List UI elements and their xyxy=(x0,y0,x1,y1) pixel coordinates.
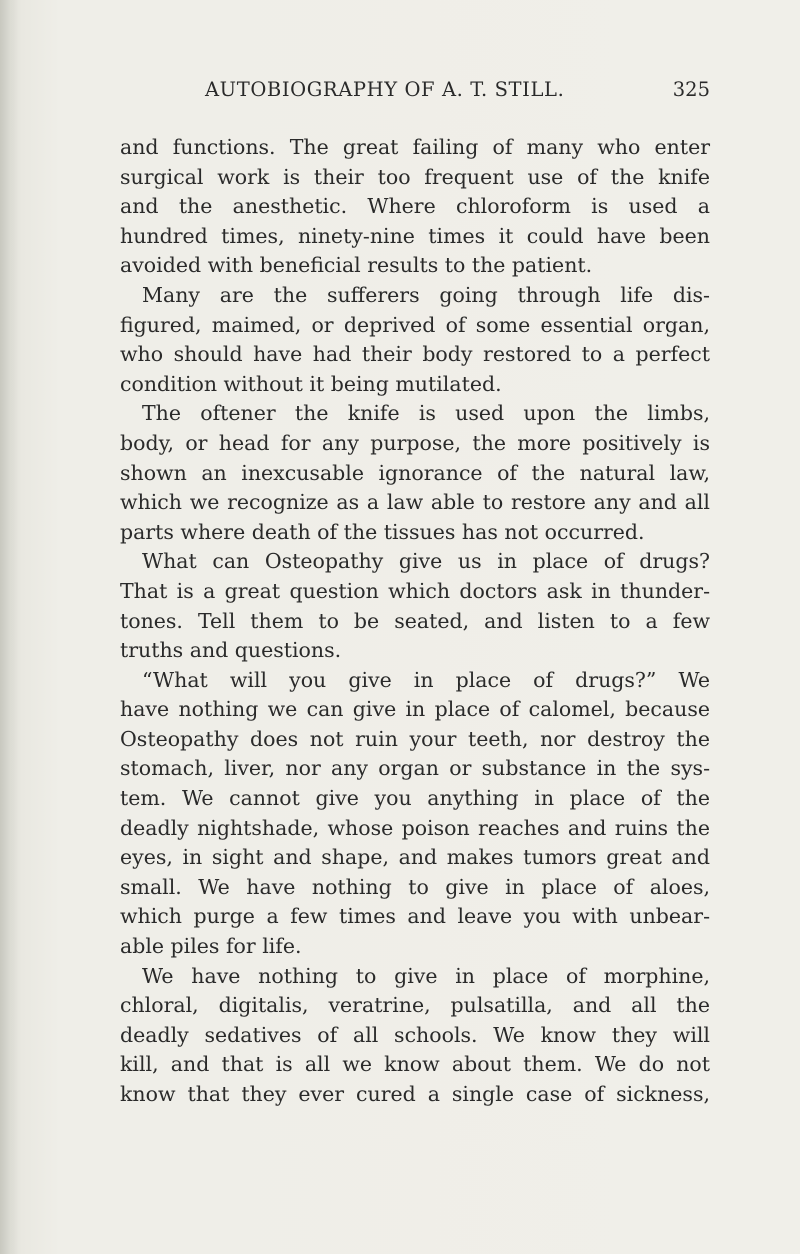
text-line: The oftener the knife is used upon the limbs, xyxy=(142,401,710,426)
body-text xyxy=(120,133,710,1110)
text-line: surgical work is their too frequent use of the knife xyxy=(120,164,710,189)
text-line: Many are the sufferers going through life dis- xyxy=(142,282,710,307)
text-line: We have nothing to give in place of morphine, xyxy=(142,963,710,988)
page-gutter-shadow xyxy=(0,0,18,1254)
text-line: body, or head for any purpose, the more positively is xyxy=(120,430,710,455)
text-line: tem. We cannot give you anything in place of the xyxy=(120,786,710,811)
text-line: That is a great question which doctors ask in thunder- xyxy=(120,578,710,603)
text-line: small. We have nothing to give in place of aloes, xyxy=(120,874,710,899)
text-line: know that they ever cured a single case of sickness, xyxy=(120,1082,710,1106)
text-line: avoided with beneficial results to the patient. xyxy=(120,253,593,278)
text-line: parts where death of the tissues has not occurred. xyxy=(120,519,645,544)
text-line: hundred times, ninety-nine times it could have been xyxy=(120,223,710,248)
running-head xyxy=(205,78,710,104)
text-line: shown an inexcusable ignorance of the natural law, xyxy=(120,460,710,485)
text-line: tones. Tell them to be seated, and listen to a few xyxy=(120,608,710,633)
text-line: and the anesthetic. Where chloroform is used a xyxy=(120,194,710,219)
text-line: deadly sedatives of all schools. We know they will xyxy=(120,1022,710,1047)
text-line: condition without it being mutilated. xyxy=(120,371,502,396)
text-line: able piles for life. xyxy=(120,934,302,959)
text-line: chloral, digitalis, veratrine, pulsatilla, and all the xyxy=(120,993,710,1018)
text-line: eyes, in sight and shape, and makes tumors great and xyxy=(120,845,710,870)
text-line: figured, maimed, or deprived of some essential organ, xyxy=(120,312,710,337)
text-line: Osteopathy does not ruin your teeth, nor destroy the xyxy=(120,726,710,751)
text-line: have nothing we can give in place of calomel, because xyxy=(120,697,710,722)
text-line: “What will you give in place of drugs?” We xyxy=(142,667,710,692)
text-line: deadly nightshade, whose poison reaches and ruins the xyxy=(120,815,710,840)
text-line: who should have had their body restored to a perfect xyxy=(120,342,710,367)
text-line: stomach, liver, nor any organ or substance in the sys- xyxy=(120,756,710,781)
text-line: and functions. The great failing of many who enter xyxy=(120,135,710,159)
text-line: kill, and that is all we know about them. We do not xyxy=(120,1052,710,1077)
text-line: which we recognize as a law able to restore any and all xyxy=(120,490,710,515)
running-title: AUTOBIOGRAPHY OF A. T. STILL. xyxy=(205,78,565,101)
text-line: truths and questions. xyxy=(120,638,342,663)
text-line: What can Osteopathy give us in place of drugs? xyxy=(142,549,710,574)
page-number: 325 xyxy=(672,78,710,101)
text-line: which purge a few times and leave you with unbear- xyxy=(120,904,710,929)
